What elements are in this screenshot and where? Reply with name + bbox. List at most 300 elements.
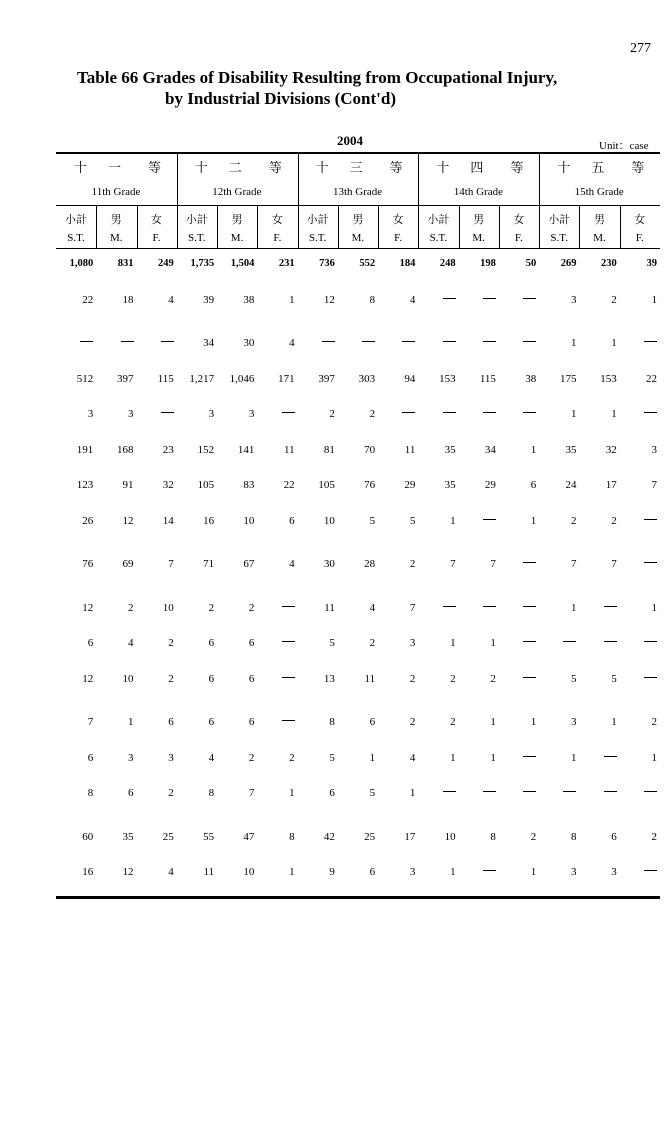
table-cell: 5 — [329, 752, 335, 764]
table-cell: 12 — [122, 866, 134, 878]
table-cell: 153 — [439, 373, 456, 385]
table-cell: 7 — [570, 558, 577, 570]
table-cell — [98, 337, 134, 349]
table-row — [56, 444, 660, 458]
table-cell — [621, 408, 657, 420]
table-cell: 70 — [364, 444, 376, 456]
subcolumn-label-en: M. — [472, 232, 485, 244]
subcolumn-label-en: S.T. — [67, 232, 85, 244]
table-cell: 1 — [530, 716, 537, 728]
table-cell: 1 — [490, 716, 496, 728]
dash-mark — [483, 519, 496, 520]
table-cell: 35 — [565, 444, 577, 456]
table-cell: 1 — [530, 515, 537, 527]
table-cell: 94 — [404, 373, 416, 385]
subcolumn-label-en: M. — [230, 232, 244, 244]
table-cell — [500, 602, 536, 614]
table-cell: 39 — [646, 258, 657, 269]
grade-group-chinese — [56, 157, 176, 175]
table-cell — [460, 602, 496, 614]
table-cell: 6 — [248, 673, 255, 685]
table-cell: 12 — [82, 673, 94, 685]
table-cell: 22 — [283, 479, 295, 491]
table-row — [56, 337, 660, 351]
table-cell: 2 — [329, 408, 335, 420]
table-cell: 25 — [364, 831, 376, 843]
table-cell: 2 — [409, 673, 416, 685]
header-bottom-rule — [56, 248, 660, 249]
dash-mark — [443, 606, 456, 607]
table-cell: 397 — [318, 373, 335, 385]
table-cell: 13 — [323, 673, 335, 685]
table-cell: 191 — [76, 444, 94, 456]
grade-char: 一 — [108, 160, 122, 175]
table-cell — [500, 337, 536, 349]
table-cell: 6 — [208, 673, 215, 685]
subcolumn-label-en: F. — [635, 232, 644, 244]
table-cell: 1 — [450, 515, 456, 527]
table-cell: 168 — [117, 444, 134, 456]
table-cell: 30 — [243, 337, 255, 349]
table-cell: 1 — [289, 866, 295, 878]
dash-mark — [523, 756, 536, 757]
dash-mark — [322, 341, 335, 342]
table-cell: 7 — [409, 602, 416, 614]
dash-mark — [523, 641, 536, 642]
dash-mark — [282, 606, 295, 607]
dash-mark — [483, 412, 496, 413]
subcolumn-label-zh: 男 — [231, 214, 243, 226]
dash-mark — [483, 606, 496, 607]
table-cell: 7 — [168, 558, 174, 570]
table-cell: 23 — [162, 444, 174, 456]
subcolumn-label-zh: 男 — [473, 214, 485, 226]
table-cell — [460, 408, 496, 420]
table-cell — [259, 602, 295, 614]
subcolumn-label-en: S.T. — [550, 232, 568, 244]
subcolumn-separator — [459, 205, 460, 248]
table-row — [56, 637, 660, 651]
table-cell — [138, 337, 174, 349]
table-cell — [299, 337, 335, 349]
table-cell: 69 — [122, 558, 134, 570]
table-cell: 6 — [329, 787, 335, 799]
subcolumn-separator — [137, 205, 138, 248]
dash-mark — [644, 870, 657, 871]
table-cell: 22 — [82, 294, 94, 306]
subcolumn-label-zh: 男 — [593, 214, 605, 226]
table-cell: 26 — [82, 515, 94, 527]
grade-char: 十 — [557, 160, 571, 175]
grade-group-chinese — [418, 157, 538, 175]
table-cell: 1 — [490, 637, 496, 649]
table-cell: 8 — [289, 831, 295, 843]
subcolumn-label-zh: 女 — [513, 214, 525, 226]
table-row — [56, 515, 660, 529]
table-cell: 6 — [369, 716, 376, 728]
table-cell: 7 — [248, 787, 255, 799]
table-cell — [500, 637, 536, 649]
table-cell: 12 — [122, 515, 134, 527]
grade-char: 十 — [315, 160, 329, 175]
table-cell: 8 — [329, 716, 335, 728]
table-cell: 3 — [570, 716, 577, 728]
dash-mark — [282, 412, 295, 413]
total-row — [56, 258, 660, 272]
table-cell: 831 — [117, 258, 134, 269]
grade-char: 十 — [74, 160, 88, 175]
subcolumn-label-en: S.T. — [308, 232, 327, 244]
table-cell: 2 — [611, 294, 617, 306]
table-cell: 1 — [611, 408, 617, 420]
table-cell: 7 — [611, 558, 617, 570]
table-cell — [500, 558, 536, 570]
table-cell: 3 — [409, 866, 416, 878]
dash-mark — [121, 341, 134, 342]
table-cell: 11 — [324, 602, 335, 614]
group-separator — [298, 154, 299, 248]
table-cell: 184 — [399, 258, 416, 269]
table-cell: 115 — [157, 373, 174, 385]
dash-mark — [282, 720, 295, 721]
table-cell: 1 — [570, 752, 577, 764]
table-row — [56, 752, 660, 766]
table-cell: 1 — [369, 752, 376, 764]
table-cell — [379, 408, 415, 420]
dash-mark — [523, 677, 536, 678]
table-cell: 32 — [162, 479, 174, 491]
table-cell — [138, 408, 174, 420]
table-cell: 3 — [128, 408, 134, 420]
table-cell: 6 — [87, 752, 94, 764]
table-cell — [420, 294, 456, 306]
subcolumn-separator — [257, 205, 258, 248]
dash-mark — [523, 341, 536, 342]
table-cell: 269 — [560, 258, 577, 269]
table-cell: 4 — [289, 337, 295, 349]
table-cell: 1 — [611, 337, 617, 349]
table-cell: 2 — [369, 637, 376, 649]
subcolumn-separator — [579, 205, 580, 248]
grade-char: 三 — [349, 160, 363, 175]
table-cell: 1 — [409, 787, 416, 799]
table-cell: 2 — [289, 752, 295, 764]
table-cell: 2 — [490, 673, 496, 685]
table-cell: 10 — [323, 515, 335, 527]
table-cell — [581, 787, 617, 799]
table-cell: 5 — [369, 515, 376, 527]
table-cell — [259, 716, 295, 728]
table-cell: 2 — [651, 716, 657, 728]
table-cell: 105 — [318, 479, 335, 491]
table-cell: 7 — [651, 479, 657, 491]
table-row — [56, 831, 660, 845]
subcolumn-label-en: F. — [514, 232, 523, 244]
grade-char: 四 — [470, 160, 484, 175]
table-cell: 47 — [243, 831, 255, 843]
table-cell: 10 — [122, 673, 134, 685]
table-row — [56, 716, 660, 730]
table-cell: 16 — [82, 866, 94, 878]
subcolumn-separator — [96, 205, 97, 248]
table-cell — [500, 752, 536, 764]
subcolumn-label-zh: 男 — [352, 214, 364, 226]
subcolumn-label-en: M. — [110, 232, 123, 244]
dash-mark — [483, 791, 496, 792]
subcolumn-label-en: S.T. — [188, 232, 206, 244]
dash-mark — [161, 341, 174, 342]
table-cell: 11 — [284, 444, 295, 456]
table-cell: 2 — [248, 602, 255, 614]
table-cell: 141 — [237, 444, 255, 456]
dash-mark — [362, 341, 375, 342]
dash-mark — [443, 791, 456, 792]
dash-mark — [483, 870, 496, 871]
dash-mark — [523, 791, 536, 792]
table-cell: 22 — [646, 373, 657, 385]
table-cell: 2 — [168, 637, 174, 649]
table-cell — [540, 637, 576, 649]
table-cell: 3 — [208, 408, 215, 420]
unit-label: Unit：case — [599, 140, 649, 152]
table-cell: 3 — [128, 752, 134, 764]
grade-char: 五 — [591, 160, 605, 175]
table-cell: 2 — [611, 515, 617, 527]
table-cell — [500, 787, 536, 799]
table-cell — [621, 637, 657, 649]
table-cell: 1 — [570, 602, 577, 614]
table-cell — [259, 408, 295, 420]
table-cell: 2 — [208, 602, 215, 614]
page-number: 277 — [630, 41, 651, 56]
table-cell — [259, 637, 295, 649]
table-row — [56, 408, 660, 422]
table-cell: 3 — [409, 637, 416, 649]
dash-mark — [282, 677, 295, 678]
table-cell: 34 — [484, 444, 496, 456]
table-cell: 8 — [570, 831, 577, 843]
table-cell: 6 — [611, 831, 617, 843]
table-cell — [621, 673, 657, 685]
dash-mark — [443, 298, 456, 299]
table-cell: 2 — [530, 831, 537, 843]
top-rule — [56, 152, 660, 154]
table-cell: 11 — [364, 673, 376, 685]
table-cell: 10 — [243, 515, 255, 527]
table-cell: 11 — [203, 866, 215, 878]
table-cell — [460, 787, 496, 799]
table-cell: 1,735 — [190, 258, 215, 269]
table-cell: 8 — [208, 787, 215, 799]
group-separator — [539, 154, 540, 248]
table-cell: 4 — [289, 558, 295, 570]
table-cell: 50 — [525, 258, 537, 269]
table-cell — [621, 787, 657, 799]
table-cell: 35 — [444, 479, 456, 491]
table-cell — [339, 337, 375, 349]
table-cell: 10 — [243, 866, 255, 878]
table-cell: 2 — [168, 673, 174, 685]
table-cell: 397 — [117, 373, 134, 385]
table-cell: 1 — [128, 716, 134, 728]
grade-group-english: 15th Grade — [574, 186, 624, 198]
dash-mark — [644, 519, 657, 520]
table-cell: 11 — [404, 444, 416, 456]
table-cell — [420, 787, 456, 799]
table-cell — [581, 752, 617, 764]
grade-char: 等 — [148, 160, 162, 175]
table-cell: 2 — [369, 408, 376, 420]
table-cell: 35 — [444, 444, 456, 456]
dash-mark — [282, 641, 295, 642]
table-row — [56, 866, 660, 880]
table-cell: 83 — [243, 479, 255, 491]
table-cell: 512 — [76, 373, 94, 385]
subcolumn-label-zh: 男 — [110, 214, 122, 226]
table-cell: 16 — [203, 515, 215, 527]
grade-char: 十 — [194, 160, 208, 175]
table-cell: 175 — [559, 373, 577, 385]
table-row — [56, 602, 660, 616]
table-cell: 6 — [208, 637, 215, 649]
table-cell — [621, 558, 657, 570]
dash-mark — [483, 341, 496, 342]
table-cell: 76 — [82, 558, 94, 570]
dash-mark — [604, 756, 617, 757]
dash-mark — [644, 341, 657, 342]
table-cell: 42 — [323, 831, 335, 843]
table-cell: 4 — [128, 637, 134, 649]
table-cell — [621, 337, 657, 349]
grade-char: 等 — [389, 160, 403, 175]
grade-group-english: 14th Grade — [453, 186, 503, 198]
table-cell — [581, 602, 617, 614]
grade-group-english: 11th Grade — [91, 186, 141, 198]
dash-mark — [161, 412, 174, 413]
dash-mark — [443, 412, 456, 413]
subcolumn-label-zh: 女 — [271, 214, 283, 226]
table-cell: 9 — [329, 866, 335, 878]
subcolumn-label-en: F. — [273, 232, 282, 244]
table-row — [56, 373, 660, 387]
table-cell: 3 — [611, 866, 617, 878]
table-cell: 2 — [570, 515, 577, 527]
table-cell: 171 — [278, 373, 295, 385]
dash-mark — [644, 641, 657, 642]
dash-mark — [523, 298, 536, 299]
table-cell: 30 — [323, 558, 335, 570]
table-cell: 4 — [168, 294, 174, 306]
table-cell — [460, 337, 496, 349]
subcolumn-label-en: M. — [593, 232, 606, 244]
subcolumn-label-zh: 女 — [634, 214, 646, 226]
table-cell: 1 — [450, 752, 456, 764]
table-cell: 552 — [359, 258, 376, 269]
table-cell: 2 — [248, 752, 255, 764]
table-cell: 1 — [450, 866, 456, 878]
dash-mark — [483, 298, 496, 299]
table-cell: 1 — [289, 787, 295, 799]
table-cell: 2 — [168, 787, 174, 799]
table-cell — [621, 515, 657, 527]
table-cell: 6 — [248, 637, 255, 649]
table-cell: 3 — [168, 752, 174, 764]
table-cell: 1,046 — [229, 373, 255, 385]
table-cell: 6 — [128, 787, 134, 799]
dash-mark — [523, 562, 536, 563]
table-cell: 5 — [329, 637, 335, 649]
table-cell: 38 — [243, 294, 255, 306]
subcolumn-label-en: M. — [351, 232, 365, 244]
table-cell: 1 — [651, 294, 657, 306]
table-cell: 4 — [208, 752, 215, 764]
dash-mark — [443, 341, 456, 342]
subcolumn-label-en: S.T. — [429, 232, 448, 244]
subcolumn-label-zh: 女 — [151, 214, 163, 226]
subcolumn-label-zh: 小計 — [65, 214, 87, 226]
table-cell: 5 — [570, 673, 577, 685]
table-cell: 1 — [611, 716, 617, 728]
dash-mark — [644, 562, 657, 563]
dash-mark — [604, 791, 617, 792]
table-cell: 248 — [439, 258, 456, 269]
table-cell: 2 — [409, 558, 416, 570]
table-cell: 17 — [404, 831, 416, 843]
table-cell — [460, 294, 496, 306]
table-cell — [500, 294, 536, 306]
table-cell: 736 — [319, 258, 335, 269]
table-cell: 6 — [530, 479, 537, 491]
dash-mark — [644, 677, 657, 678]
table-cell: 7 — [450, 558, 456, 570]
table-cell: 4 — [168, 866, 174, 878]
subcolumn-separator — [378, 205, 379, 248]
table-cell: 17 — [605, 479, 617, 491]
group-separator — [177, 154, 178, 248]
table-row — [56, 479, 660, 493]
table-cell: 60 — [82, 831, 94, 843]
table-cell: 8 — [490, 831, 496, 843]
dash-mark — [644, 412, 657, 413]
table-cell: 249 — [158, 258, 174, 269]
table-cell: 2 — [450, 716, 456, 728]
table-subtitle: by Industrial Divisions (Cont'd) — [165, 89, 396, 108]
table-cell: 29 — [484, 479, 496, 491]
table-cell: 1,080 — [69, 258, 94, 269]
grade-char: 十 — [436, 160, 450, 175]
table-cell — [500, 673, 536, 685]
table-cell: 123 — [76, 479, 94, 491]
table-cell: 12 — [82, 602, 94, 614]
table-cell: 2 — [409, 716, 416, 728]
table-cell: 152 — [197, 444, 215, 456]
grade-group-chinese — [298, 157, 418, 175]
subcolumn-label-en: F. — [394, 232, 403, 244]
table-cell: 2 — [651, 831, 657, 843]
dash-mark — [604, 641, 617, 642]
subcolumn-label-zh: 小計 — [427, 214, 450, 226]
table-cell: 4 — [409, 752, 416, 764]
table-cell: 67 — [243, 558, 255, 570]
group-separator — [418, 154, 419, 248]
grade-char: 二 — [228, 160, 242, 175]
subcolumn-label-zh: 女 — [392, 214, 404, 226]
table-cell: 2 — [128, 602, 134, 614]
table-cell: 3 — [248, 408, 255, 420]
table-cell: 1,217 — [189, 373, 215, 385]
table-cell: 25 — [162, 831, 174, 843]
table-cell: 14 — [162, 515, 174, 527]
